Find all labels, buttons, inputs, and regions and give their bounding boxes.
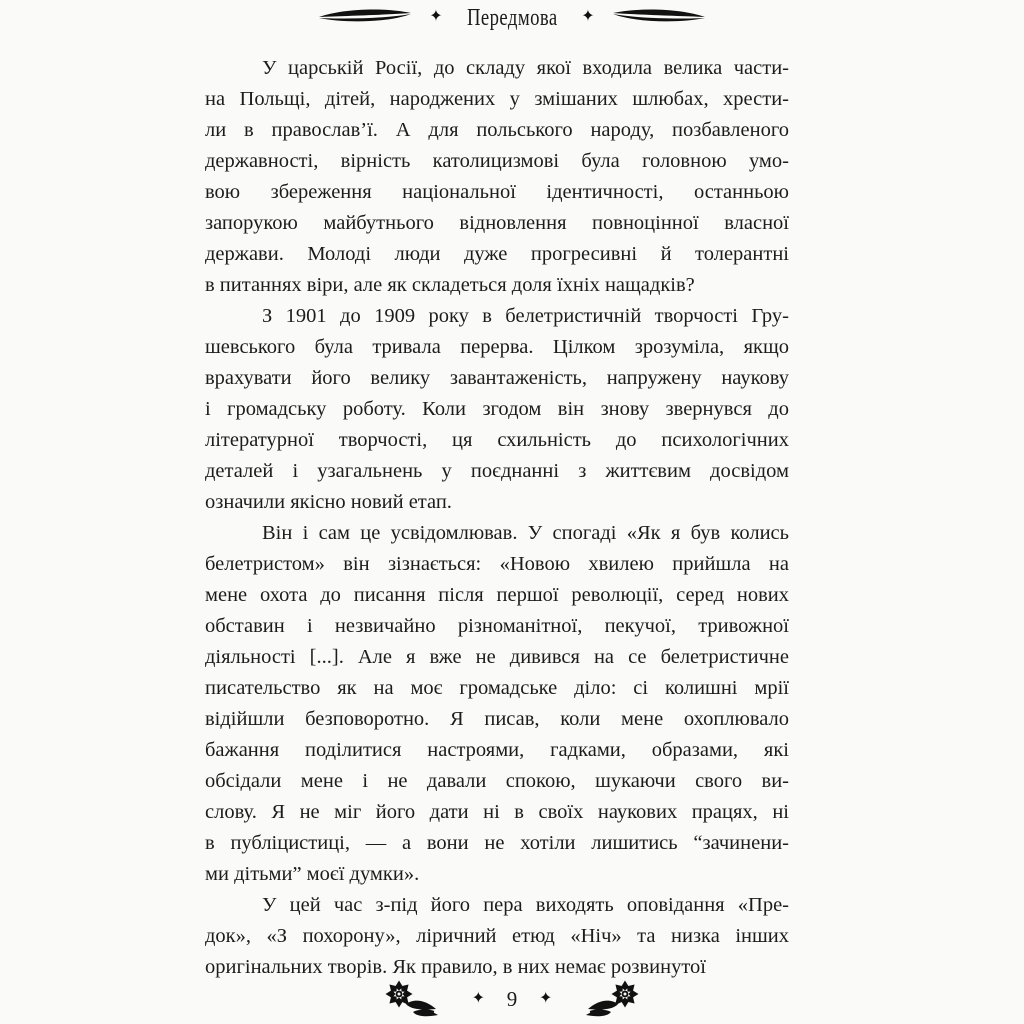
page-body xyxy=(205,53,789,983)
flower-ornament-left-icon xyxy=(380,979,452,1019)
text-line: вою збереження національної ідентичності, останньою xyxy=(205,181,789,203)
text-line: запорукою майбутнього відновлення повноцінної власної xyxy=(205,212,789,234)
text-line: З 1901 до 1909 року в белетристичній творчості Гру- xyxy=(262,305,789,327)
chapter-header xyxy=(0,3,1024,31)
text-line: слову. Я не міг його дати ні в своїх наукових працях, ні xyxy=(205,801,789,823)
text-line: і громадську роботу. Коли згодом він знову звернувся до xyxy=(205,398,789,420)
flower-ornament-right-icon xyxy=(572,979,644,1019)
text-line: врахувати його велику завантаженість, напружену наукову xyxy=(205,367,789,389)
diamond-icon: ✦ xyxy=(539,990,553,1007)
text-line: белетристом» він зізнається: «Новою хвилею прийшла на xyxy=(205,553,789,575)
leaf-ornament-left-icon xyxy=(317,7,413,27)
text-line: писательство як на моє громадське діло: сі колишні мрії xyxy=(205,677,789,699)
text-line: ми дітьми” моєї думки». xyxy=(205,863,420,885)
text-line: в публіцистиці, — а вони не хотіли лишитись “зачинени- xyxy=(205,832,789,854)
chapter-title: Передмова xyxy=(466,2,558,31)
page-number: 9 xyxy=(506,986,518,1011)
text-line: Він і сам це усвідомлював. У спогаді «Як я був колись xyxy=(262,522,789,544)
text-line: обставин і незвичайно різноманітної, пекучої, тривожної xyxy=(205,615,789,637)
text-line: деталей і узагальнень у поєднанні з життєвим досвідом xyxy=(205,460,789,482)
text-line: док», «З похорону», ліричний етюд «Ніч» та низка інших xyxy=(205,925,789,947)
diamond-icon: ✦ xyxy=(429,8,443,25)
diamond-icon: ✦ xyxy=(581,8,595,25)
text-line: мене охота до писання після першої революції, серед нових xyxy=(205,584,789,606)
text-line: У царській Росії, до складу якої входила велика части- xyxy=(262,57,789,79)
text-line: У цей час з-під його пера виходять оповідання «Пре- xyxy=(262,894,789,916)
text-line: державності, вірність католицизмові була головною умо- xyxy=(205,150,789,172)
text-line: шевського була тривала перерва. Цілком зрозуміла, якщо xyxy=(205,336,789,358)
text-line: ли в православ’ї. А для польського народу, позбавленого xyxy=(205,119,789,141)
text-line: літературної творчості, ця схильність до психологічних xyxy=(205,429,789,451)
text-line: діяльності [...]. Але я вже не дивився на се белетристичне xyxy=(205,646,789,668)
text-line: відійшли безповоротно. Я писав, коли мене охоплювало xyxy=(205,708,789,730)
leaf-ornament-right-icon xyxy=(611,7,707,27)
text-line: в питаннях віри, але як складеться доля їхніх нащадків? xyxy=(205,274,695,296)
diamond-icon: ✦ xyxy=(471,990,485,1007)
text-line: обсідали мене і не давали спокою, шукаючи свого ви- xyxy=(205,770,789,792)
text-line: означили якісно новий етап. xyxy=(205,491,452,513)
text-line: на Польщі, дітей, народжених у змішаних шлюбах, хрести- xyxy=(205,88,789,110)
text-line: оригінальних творів. Як правило, в них немає розвинутої xyxy=(205,956,706,978)
text-line: держави. Молоді люди дуже прогресивні й толерантні xyxy=(205,243,789,265)
page-footer xyxy=(0,978,1024,1020)
text-line: бажання поділитися настроями, гадками, образами, які xyxy=(205,739,789,761)
